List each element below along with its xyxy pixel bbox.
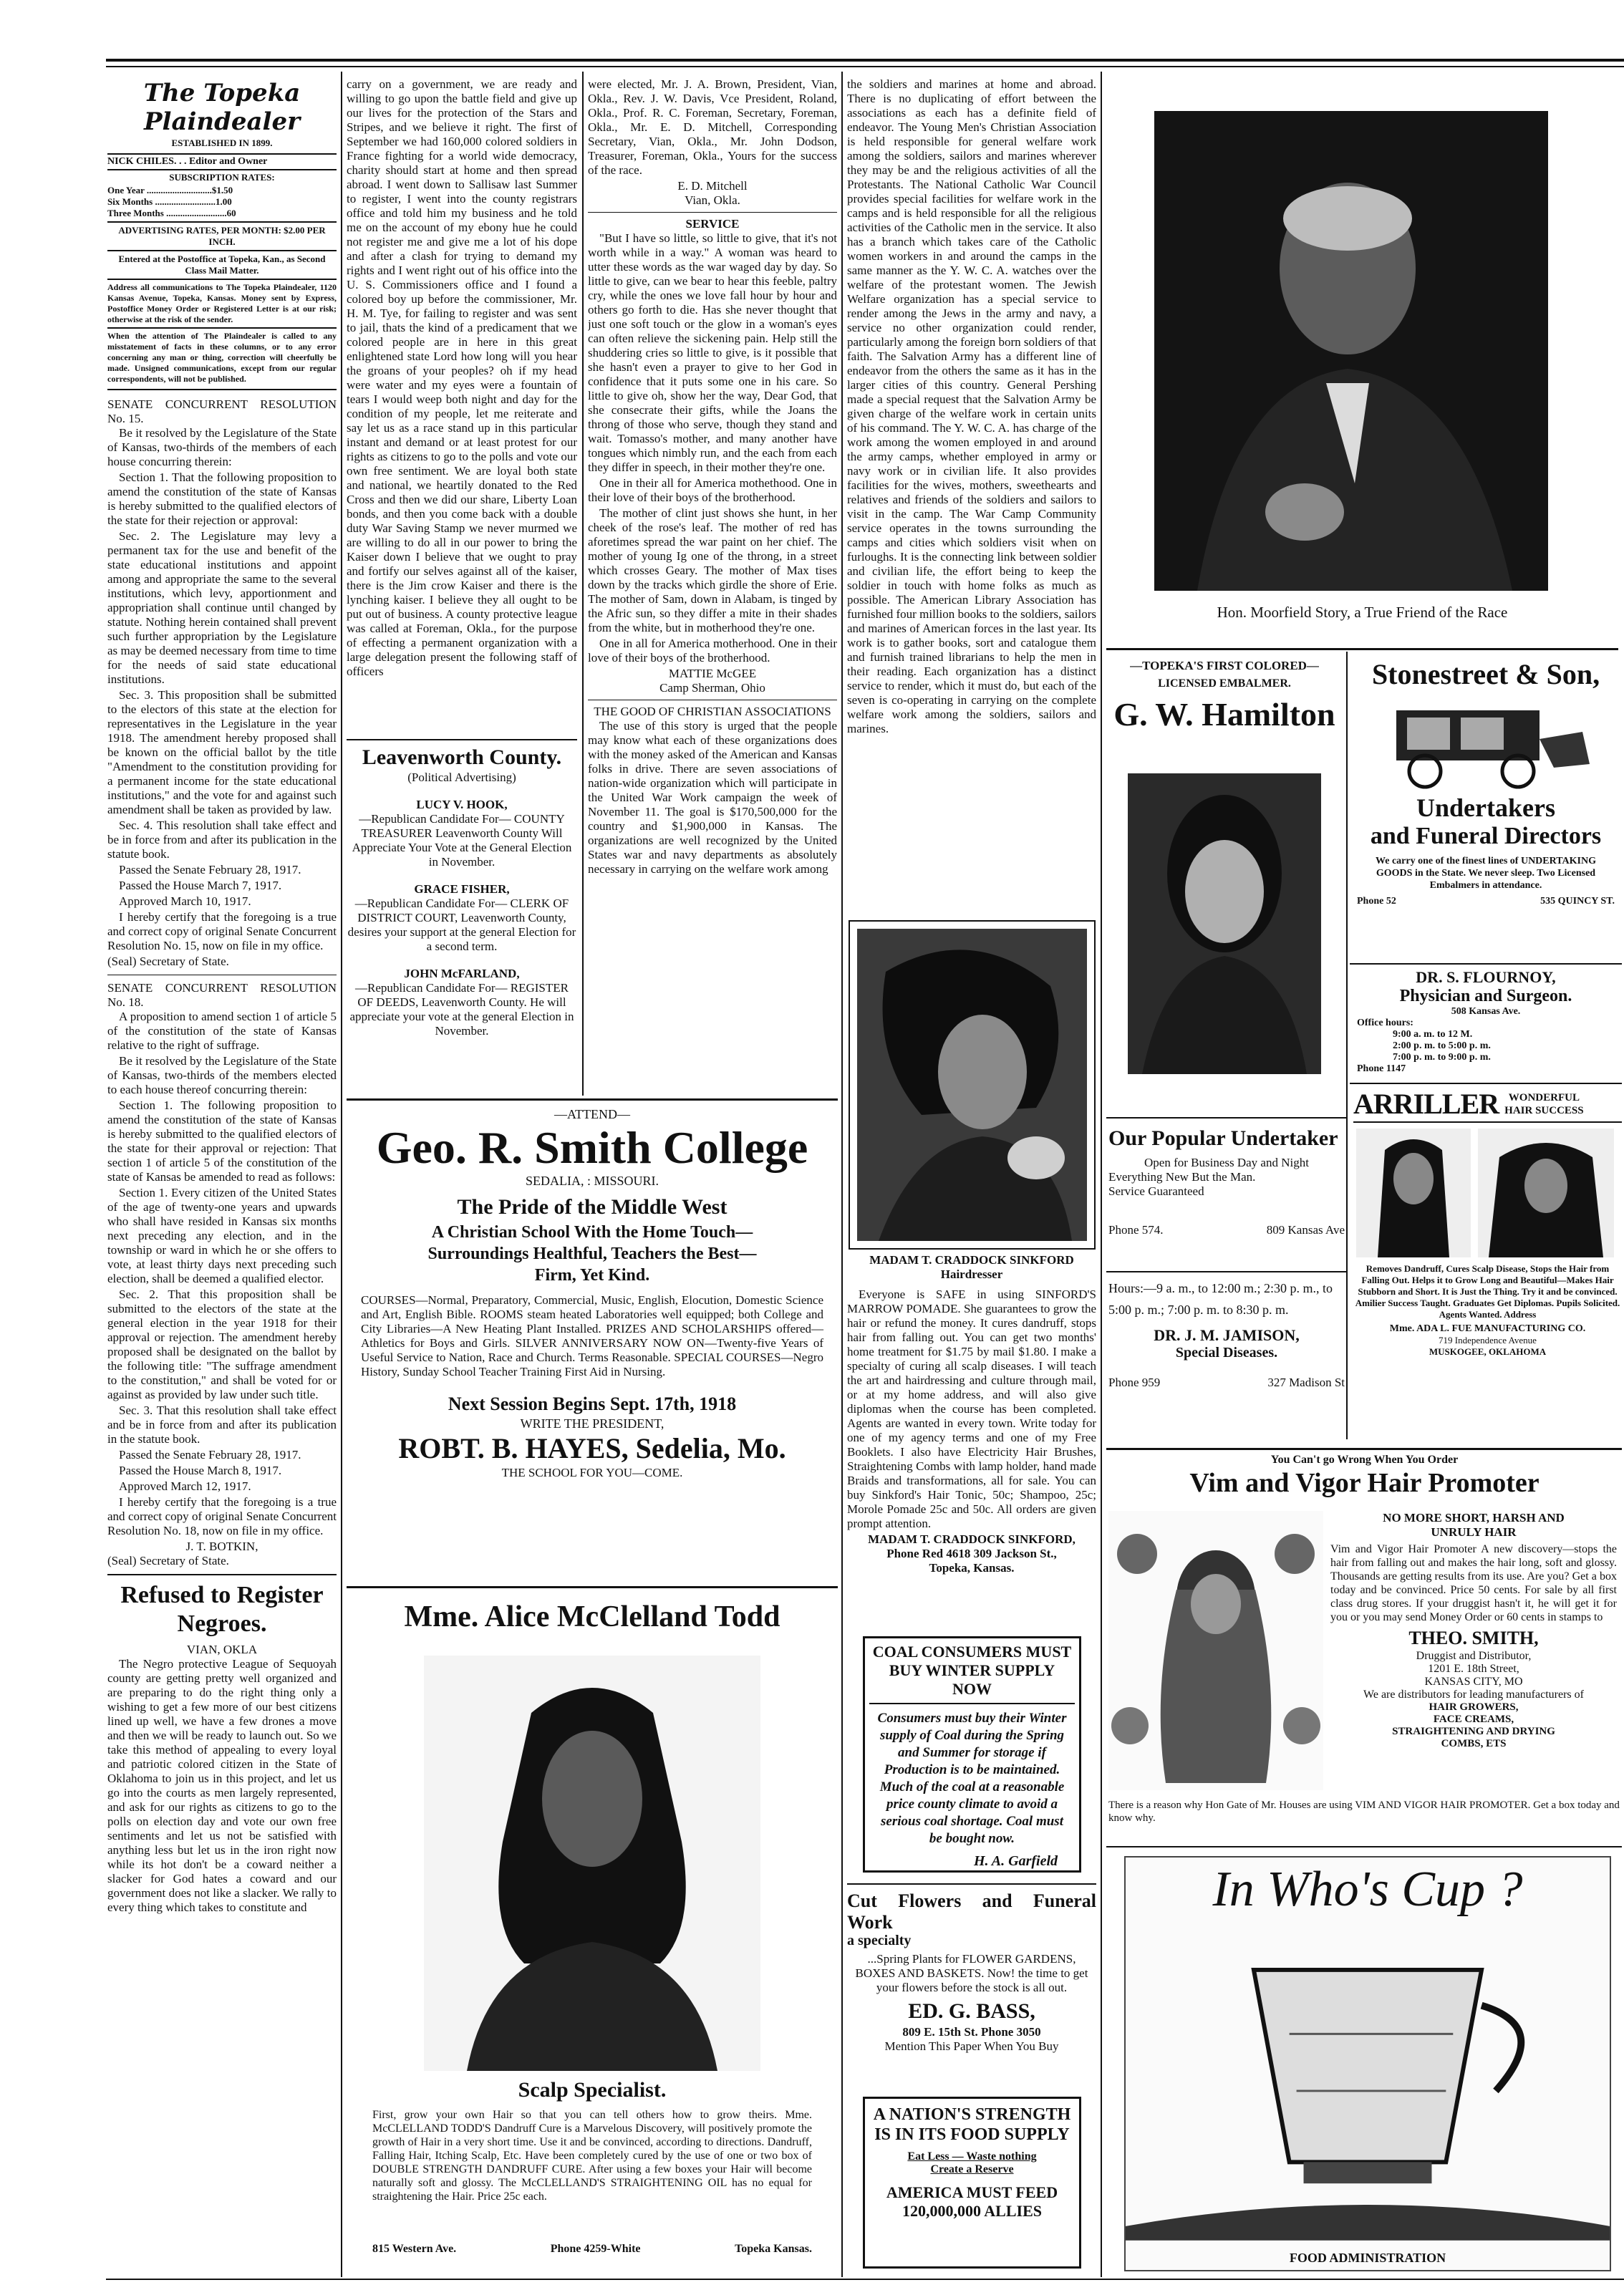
stonestreet-name: Stonestreet & Son, (1371, 658, 1600, 690)
flournoy-title: Physician and Surgeon. (1399, 987, 1572, 1005)
college-tagline: A Christian School With the Home Touch— (431, 1223, 753, 1242)
resolution-15-title: SENATE CONCURRENT RESOLUTION No. 15. (107, 397, 337, 425)
popular-title: Our Popular Undertaker (1108, 1126, 1338, 1150)
section-rule (847, 1883, 1096, 1885)
hearse-icon (1368, 696, 1604, 789)
arriller-photo-after (1478, 1129, 1614, 1257)
masthead-established: ESTABLISHED IN 1899. (171, 137, 273, 148)
subscription-rates-label: SUBSCRIPTION RATES: (169, 172, 275, 183)
office-hours-line: 9:00 a. m. to 12 M. (1393, 1029, 1473, 1040)
advertising-rates: ADVERTISING RATES, PER MONTH: $2.00 PER INCH. (118, 225, 326, 247)
column-rule-1 (341, 72, 342, 2277)
cartoon-illustration (1126, 1926, 1610, 2241)
todd-name: Mme. Alice McClelland Todd (404, 1600, 780, 1633)
arriller-photo-before (1356, 1129, 1471, 1257)
college-tagline: Surroundings Healthful, Teachers the Best— (427, 1245, 757, 1263)
refused-dateline: VIAN, OKLA (186, 1643, 258, 1656)
college-president: ROBT. B. HAYES, Sedelia, Mo. (398, 1432, 786, 1464)
article-continuation: were elected, Mr. J. A. Brown, President, Vian, Okla., Rev. J. W. Davis, Vce President, Roland, Okla., Prof. R. C. Foreman, Secretary, Foreman, Okla., Mr. E. D. Mitchell, Corresponding Secretary, Vian, Okla., Mr. John Dodson, Treasurer, Foreman, Okla., Yours for the success of the race. (588, 77, 837, 177)
resolution-18-para: Passed the Senate February 28, 1917. (119, 1448, 301, 1462)
address-note: Address all communications to The Topeka Plaindealer, 1120 Kansas Avenue, Topeka, Kansas. Money sent by Express, Postoffice Money Order or Registered Letter is at our risk; otherwise at the risk of the sender. (107, 282, 337, 324)
food-line: Create a Reserve (930, 2163, 1014, 2175)
candidate-name: GRACE FISHER, (414, 882, 510, 896)
rate-line: Six Months ..........................1.00 (107, 196, 232, 207)
sinkford-photo (857, 929, 1087, 1241)
resolution-18-para: Approved March 12, 1917. (119, 1479, 251, 1493)
resolution-15-para: Passed the House March 7, 1917. (119, 879, 282, 892)
hamilton-ad (1106, 659, 1343, 766)
stonestreet-title-2: and Funeral Directors (1370, 823, 1602, 849)
top-rule-thin (106, 66, 1624, 67)
todd-contact (372, 2243, 812, 2256)
resolution-15-signature: (Seal) Secretary of State. (107, 955, 229, 968)
vim-product: STRAIGHTENING AND DRYING (1392, 1726, 1555, 1737)
jamison-contact (1108, 1376, 1345, 1390)
resolution-18-para: A proposition to amend section 1 of article 5 of the constitution of the state of Kansas relative to the right of suffrage. (107, 1010, 337, 1052)
stonestreet-contact (1357, 896, 1615, 907)
section-rule (347, 1098, 838, 1101)
sinkford-city: Topeka, Kansas. (929, 1561, 1015, 1575)
masthead-title: The Topeka Plaindealer (143, 79, 301, 136)
jamison-name: DR. J. M. JAMISON, (1154, 1326, 1300, 1344)
flournoy-address: 508 Kansas Ave. (1451, 1006, 1521, 1017)
food-ad (863, 2097, 1081, 2269)
hamilton-name: G. W. Hamilton (1113, 696, 1335, 733)
column-1 (107, 79, 337, 2270)
todd-portrait-photo (424, 1656, 760, 2071)
resolution-18-para: I hereby certify that the foregoing is a true and correct copy of original Senate Concurrent Resolution No. 18, now on file in my office. (107, 1495, 337, 1537)
popular-phone: Phone 574. (1108, 1223, 1164, 1237)
popular-line: Everything New But the Man. (1108, 1170, 1256, 1184)
vim-product: FACE CREAMS, (1433, 1714, 1514, 1725)
signature: E. D. Mitchell (677, 179, 748, 193)
vim-footer: There is a reason why Hon Gate of Mr. Houses are using VIM AND VIGOR HAIR PROMOTER. Get a box today and know why. (1108, 1800, 1620, 1824)
story-caption: Hon. Moorfield Story, a True Friend of the Race (1217, 604, 1508, 621)
service-author-place: Camp Sherman, Ohio (659, 681, 765, 695)
candidate-text: —Republican Candidate For— COUNTY TREASURER Leavenworth County Will Appreciate Your Vote at the General Election in November. (352, 812, 572, 869)
flournoy-ad (1350, 968, 1622, 1097)
coal-title: COAL CONSUMERS MUST BUY WINTER SUPPLY NOW (872, 1643, 1072, 1698)
resolution-15-para: Sec. 4. This resolution shall take effect and be in force from and after its publication in the statute book. (107, 818, 337, 861)
section-rule (1350, 1083, 1622, 1084)
jamison-hours: Hours:—9 a. m., to 12:00 m.; 2:30 p. m., to 5:00 p. m.; 7:00 p. m. to 8:30 p. m. (1108, 1281, 1333, 1317)
bass-address: 809 E. 15th St. Phone 3050 (902, 2025, 1041, 2039)
column-4 (847, 77, 1096, 915)
todd-address: 815 Western Ave. (372, 2243, 457, 2255)
resolution-18-para: Sec. 3. That this resolution shall take effect and be in force from and after its publication in the statute book. (107, 1404, 337, 1446)
leavenworth-subtitle: (Political Advertising) (407, 770, 516, 784)
arriller-sub: WONDERFUL (1508, 1092, 1580, 1103)
vim-right (1330, 1511, 1617, 1750)
resolution-18-para: Passed the House March 8, 1917. (119, 1464, 282, 1477)
todd-body: First, grow your own Hair so that you can tell others how to grow theirs. Mme. McCLELLAND TODD'S Dandruff Cure is a Marvelous Discovery, will positively promote the growth of Hair in a very short time. Use it and be convinced, according to directions. Dandruff, Falling Hair, Itching Scalp, Etc. Have been completely cured by the use of one or two box of DOUBLE STRENGTH DANDRUFF CURE. After using a few boxes your Hair will become naturally soft and glossy. The McCLELLAND'S STRAIGHTENING OIL has no equal for straightening the Hair. Price 25c each. (372, 2109, 812, 2203)
arriller-company: Mme. ADA L. FUE MANUFACTURING CO. (1389, 1323, 1586, 1334)
article-continuation: the soldiers and marines at home and abroad. There is no duplicating of effort between the associations as each has a definite field of endeavor. The Young Men's Christian Association is held responsible for general welfare work among the soldiers, sailors and marines wherever they may be and the religious activities of all the Protestants. The National Catholic War Council provides special facilities for welfare work in the camps and is held responsible for all the religious activities of the Catholic men in the service. It also has a branch which takes care of the Catholic women workers in and around the camps in the same manner as the Y. W. C. A. watches over the welfare of the protestant women. The Jewish Welfare organization has a special service to render among the Jews in the army and navy, a service no other organization could render, particularly among the foreign born soldiers of that faith. The Salvation Army has a different line of endeavor from the others the same as it has in the larger cities of this country. General Pershing made a special request that the Salvation Army be given charge of the welfare work in certain units of his command. The Y. W. C. A. has charge of the work among the women employed in and around the army camps, whether employed in army or navy work or in civilian life. It also provides facilities for the wives, mothers, sweethearts and relatives and friends of the soldiers and sailors to visit in the camp. The War Camp Community service operates in the towns surrounding the camps and cities which soldiers visit when on furloughs. It is the connecting link between soldier and civilian life, the effort being to keep the soldier in touch with home folks as much as possible. The American Library Association has furnished four million books to the soldiers, sailors and marines of American forces in the last year. Its work is to gather books, sort and catalogue them and furnish trained librarians to help the men in their reading. Each organization has a distinct service to render, which it must do, but each of the seven is co-operating in carrying on the complete welfare work among the soldiers, sailors and marines. (847, 77, 1096, 735)
candidate-name: LUCY V. HOOK, (416, 798, 508, 811)
vim-vigor-ad (1108, 1454, 1620, 1840)
bass-title: Cut Flowers and Funeral Work (847, 1890, 1096, 1933)
refused-body: The Negro protective League of Sequoyah county are getting pretty well organized and are preparing to do the right thing only a wishing to get a few more of our best citizens lined up well, we have a few drones a move and then we will be ready to launch out. So we take this method of appealing to every loyal and patriotic colored citizen in the State of Oklahoma to join us in this project, and let us go into the courts as men largely represented, and ask for our rights as citizens to go to the polls on election day and vote our own free sentiments and let us not be satisfied with anything less but let us in the iron right now while its hot don't be a coward neither a slacker for God hates a coward and our government does not like a slacker. We rally to every thing which takes to constitute and (107, 1657, 337, 1914)
section-rule (347, 1586, 838, 1588)
good-title: THE GOOD OF CHRISTIAN ASSOCIATIONS (594, 705, 831, 718)
arriller-address: 719 Independence Avenue (1439, 1335, 1537, 1346)
sinkford-address: MADAM T. CRADDOCK SINKFORD, (868, 1532, 1076, 1546)
food-line: 120,000,000 ALLIES (902, 2202, 1042, 2220)
vim-title: Vim and Vigor Hair Promoter (1189, 1468, 1540, 1498)
cartoon-ad (1124, 1856, 1611, 2271)
bass-subtitle: a specialty (847, 1933, 912, 1948)
vim-product: COMBS, ETS (1441, 1738, 1507, 1749)
resolution-18-para: Section 1. Every citizen of the United States of the age of twenty-one years and upwards who shall have resided in Kansas six months next preceding any election, and in the township or ward in which he or she offers to vote, at least thirty days next preceding such election, shall be deemed a qualified elector. (107, 1186, 337, 1285)
college-session: Next Session Begins Sept. 17th, 1918 (448, 1393, 737, 1414)
college-ad (347, 1107, 838, 1580)
resolution-18-signature: (Seal) Secretary of State. (107, 1554, 229, 1567)
rate-line: Three Months ..........................60 (107, 208, 236, 218)
service-title: SERVICE (685, 217, 740, 231)
bass-mention: Mention This Paper When You Buy (884, 2039, 1059, 2053)
hamilton-photo (1128, 773, 1321, 1074)
hamilton-sub: LICENSED EMBALMER. (1158, 677, 1291, 690)
good-body: The use of this story is urged that the people may know what each of these organizations does with the money asked of the American and Kansas folks in drive. There are seven associations of nation-wide organization which will participate in the United War Work campaign the week of November 11. The goal is $170,500,000 for the country and $1,900,000 in Kansas. The organizations are well recognized by the United States war and navy departments as absolutely necessary in carrying on the welfare work among (588, 719, 837, 876)
vim-distributors-note: We are distributors for leading manufacturers of (1363, 1689, 1584, 1701)
resolution-15-para: Sec. 2. The Legislature may levy a permanent tax for the use and benefit of the state educational institutions and appoint among and appropriate the same to the several institutions, which levy, apportionment and appropriation shall continue until changed by statute. Nothing herein contained shall prevent such further appropriation by the Legislature as may be deemed necessary from time to time for the needs of said state educational institutions. (107, 529, 337, 686)
refused-headline: Refused to Register Negroes. (120, 1582, 324, 1637)
arriller-sub: HAIR SUCCESS (1504, 1105, 1584, 1116)
vim-sub: UNRULY HAIR (1431, 1525, 1517, 1539)
arriller-title: ARRILLER (1353, 1088, 1499, 1120)
hearse-illustration (1364, 696, 1608, 789)
arriller-photos (1356, 1129, 1619, 1257)
resolution-15-para: Be it resolved by the Legislature of the State of Kansas, two-thirds of the members of each house concurring therein: (107, 426, 337, 468)
signature-place: Vian, Okla. (685, 193, 740, 207)
coal-signature: H. A. Garfield (973, 1853, 1058, 1869)
service-para: One in their all for America mothethood. One in their love of their boys of the brotherhood. (588, 476, 837, 504)
story-portrait-photo (1154, 111, 1548, 591)
college-body: COURSES—Normal, Preparatory, Commercial, Music, English, Elocution, Domestic Science and Art, English Bible. ROOMS steam heated Laboratories well equipped; both College and City Libraries—A New Heating Plant Installed. PRIZES AND SCHOLARSHIPS offered—Athletics for Boys and Girls. SILVER ANNIVERSARY NOW ON—Twenty-five Years of Useful Service to Nation, Race and Church. Terms Reasonable. SPECIAL COURSES—Negro History, Sunday School Teacher Training First Aid in Nursing. (361, 1293, 823, 1378)
college-motto: THE SCHOOL FOR YOU—COME. (501, 1466, 683, 1479)
sinkford-photo-frame (849, 920, 1096, 1250)
college-attend: —ATTEND— (554, 1107, 630, 1121)
jamison-ad (1108, 1277, 1345, 1435)
college-pride: The Pride of the Middle West (457, 1195, 728, 1219)
column-rule-inner (1346, 652, 1348, 1439)
column-rule-2 (582, 72, 584, 1096)
flournoy-name: DR. S. FLOURNOY, (1416, 968, 1556, 986)
candidate-text: —Republican Candidate For— REGISTER OF DEEDS, Leavenworth County. He will appreciate your vote at the general Election in November. (349, 981, 574, 1038)
section-rule (347, 739, 577, 740)
arriller-city: MUSKOGEE, OKLAHOMA (1429, 1346, 1547, 1357)
sinkford-caption: MADAM T. CRADDOCK SINKFORD Hairdresser (869, 1253, 1074, 1281)
resolution-18-para: Be it resolved by the Legislature of the State of Kansas, two-thirds of the members elected to each house thereof concurring therein: (107, 1054, 337, 1096)
popular-line: Service Guaranteed (1108, 1184, 1204, 1198)
popular-address: 809 Kansas Ave (1266, 1223, 1345, 1237)
rate-line: One Year ............................$1.50 (107, 185, 233, 195)
vim-product: HAIR GROWERS, (1429, 1701, 1519, 1713)
todd-specialist: Scalp Specialist. (518, 2078, 667, 2102)
jamison-title: Special Diseases. (1175, 1345, 1278, 1361)
jamison-phone: Phone 959 (1108, 1376, 1161, 1389)
cartoon-footer: FOOD ADMINISTRATION (1289, 2251, 1446, 2265)
popular-undertaker-ad (1108, 1126, 1345, 1269)
coal-ad (863, 1636, 1081, 1873)
resolution-15-para: Sec. 3. This proposition shall be submitted to the electors of this state at the election for representatives in the Legislature in the year 1918. The amendment hereby proposed shall be known on the official ballot by the title "Amendment to the constitution providing for a permanent income for the state educational institutions," and the vote for and against such amendment shall be taken as provided by law. (107, 688, 337, 816)
vim-distributor-role: Druggist and Distributor, (1416, 1650, 1532, 1662)
candidate-text: —Republican Candidate For— CLERK OF DISTRICT COURT, Leavenworth County, desires your support at the general Election for a second term. (347, 897, 576, 953)
arriller-ad (1353, 1087, 1622, 1431)
section-rule (1106, 648, 1618, 650)
column-rule-4 (1101, 72, 1102, 2277)
office-hours-line: 7:00 p. m. to 9:00 p. m. (1393, 1052, 1491, 1063)
flournoy-phone: Phone 1147 (1357, 1063, 1406, 1074)
section-rule (1350, 963, 1622, 965)
resolution-18-signer: J. T. BOTKIN, (185, 1540, 258, 1553)
office-hours-label: Office hours: (1357, 1018, 1413, 1028)
college-name: Geo. R. Smith College (376, 1122, 808, 1173)
bass-name: ED. G. BASS, (908, 1999, 1035, 2023)
marrow-body: Everyone is SAFE in using SINFORD'S MARROW POMADE. She guarantees to grow the hair or refund the money. It cures dandruff, stops hair from falling out. You can get two months' home treatment for $1.75 by mail $1.80. I make a specialty of curing all scalp diseases. I will teach the art and hairdressing and culture through mail, or at my home address, and will also give diplomas when the course has been completed. Agents are wanted in every town. Write today for one of my agency terms and one of my Free Booklets. I also have Electricity Hair Brushes, Straightening Combs with lamp holder, hand made Braids and transformations, all for sale. You can buy Sinkford's Hair Tonic, 50c; Shampoo, 25c; Morole Pomade 25c and 50c. All orders are given prompt attention. (847, 1288, 1096, 1530)
popular-contact (1108, 1223, 1345, 1237)
resolution-18-para: Sec. 2. That this proposition shall be submitted to the electors of the state at the general election in the year 1918 for their approval or rejection. The amendment hereby proposed shall be designated on the ballot by the following title: "The suffrage amendment to the constitution," and shall be voted for or against as provided by law under such title. (107, 1288, 337, 1401)
section-rule (1106, 1846, 1622, 1847)
college-tagline: Firm, Yet Kind. (534, 1266, 650, 1285)
popular-line: Open for Business Day and Night (1144, 1156, 1309, 1169)
bottom-rule (106, 2279, 1624, 2280)
stonestreet-address: 535 QUINCY ST. (1540, 896, 1615, 907)
food-line: Eat Less — Waste nothing (907, 2150, 1037, 2163)
vim-distributor-name: THEO. SMITH, (1408, 1628, 1539, 1648)
service-author: MATTIE McGEE (668, 667, 757, 680)
section-rule (1106, 1117, 1346, 1119)
food-title: A NATION'S STRENGTH IS IN ITS FOOD SUPPLY (873, 2105, 1071, 2144)
entered-notice: Entered at the Postoffice at Topeka, Kan., as Second Class Mail Matter. (118, 253, 326, 276)
vim-distributor-city: KANSAS CITY, MO (1424, 1676, 1523, 1688)
service-para: The mother of clint just shows she hunt, in her cheek of the rose's leaf. The mother of red has aforetimes spread the war paint on her chief. The mother of young Ig one of the throng, in a street which crosses Geary. The mother of Max tises down by the tracks which girdle the shore of Erie. The mother of Sam, down in Alabam, is tinged by the Afric sun, so they differ a mite in their shades from the white, but in motherhood they're one. (588, 506, 837, 634)
college-place: SEDALIA, : MISSOURI. (525, 1174, 659, 1188)
column-3 (588, 77, 837, 1094)
vim-sub: NO MORE SHORT, HARSH AND (1383, 1511, 1565, 1525)
todd-ad (347, 1591, 838, 2279)
food-line: AMERICA MUST FEED (886, 2183, 1058, 2201)
todd-phone: Phone 4259-White (550, 2243, 641, 2255)
resolution-18-title: SENATE CONCURRENT RESOLUTION No. 18. (107, 981, 337, 1009)
section-rule (1106, 1271, 1346, 1272)
column-2 (347, 77, 577, 736)
top-rule (106, 59, 1624, 62)
leavenworth-ad (347, 745, 577, 1088)
resolution-15-para: I hereby certify that the foregoing is a true and correct copy of original Senate Concurrent Resolution No. 15, now on file in my office. (107, 910, 337, 952)
service-para: "But I have so little, so little to give, that it's not worth while in a way." A woman was heard to utter these words as the war waged day by day. So little to give, can we bear to hear this feeble, paltry cry, while the ones we love fall hour by hour and others go forth to die. Has she never thought that just one soft touch or the glow in a woman's eyes can often relieve the sickening pain. Help still the shuddering cries so little to give, is it possible that she hasn't even a prayer to give to her God in confidence that it puts some one in his care. So little to give oh, show her the way, Dear God, that she consecrate their gifts, while the Joans the throng of those who serve, though they stand and wait. Tomasso's mother, and many another have tongues which nimbly run, and the each from each they differ in speech, in their mother they're one. (588, 231, 837, 474)
college-write: WRITE THE PRESIDENT, (520, 1416, 664, 1431)
candidate-name: JOHN McFARLAND, (404, 967, 520, 980)
sinkford-ad (847, 1253, 1096, 1625)
vim-body: Vim and Vigor Hair Promoter A new discovery—stops the hair from falling out and makes the hair long, soft and glossy. Thousands are getting results from its use. Are you? Get a box today and be convinced. Price 50 cents. For sale by all first class drug stores. If your druggist hasn't it, he will get it for you or you may send Money Order or 60 cents in stamps to (1330, 1543, 1617, 1623)
stonestreet-title-1: Undertakers (1416, 793, 1555, 822)
resolution-18-para: Section 1. The following proposition to amend the constitution of the state of Kansas is hereby submitted to the qualified electors of the state for their approval or rejection: That section 1 of article 5 of the constitution of the state of Kansas be amended to read as follows: (107, 1098, 337, 1184)
column-rule-3 (841, 72, 843, 2277)
stonestreet-ad (1350, 657, 1622, 958)
article-continuation: carry on a government, we are ready and willing to go upon the battle field and give up our lives for the protection of the Stars and Stripes, and we believe it right. The first of September we had 160,000 colored soldiers in France fighting for a world wide democracy, charity should start at home and then spread abroad. I went down to Sallisaw last Summer to register, I went into the county registrars office and told him my business and he told me on the account of my ebony hue he could not register me and give me a lot of his dope and after a clash for trying to demand my rights and I went right out of his office into the U. S. Commissioners office and I found a colored boy up before the commissioner, Mr. H. M. Tye, for failing to register and was sent to jail, thats the kind of a predicament that we colored people are in here in this great enlightened state Lord how long will you hear the groans of your peoples? oh if my head were water and my eyes were a fountain of tears I would weep both night and day for the condition of my people, let me reiterate and say let us as a race stand up in this particular instant and demand or at least protest for our rights as citizens to go to the polls and vote our own free sentiment. We are loyal both state and national, we heartily donated to the Red Cross and then we did our share, Liberty Loan bonds, and then you come back with a double duty War Saving Stamp we never murmed we are willing to do all in our power to bring the Kaiser down I believe that we ought to pray and fortify our selves against all of the kaiser, there is the Jim crow Kaiser and there is the lynching kaiser. I believe they all ought to be put out of business. A county protective league was called at Foreman, Okla., for the purpose of effecting a permanent organization with a large delegation present the following staff of officers (347, 77, 577, 678)
vim-top: You Can't go Wrong When You Order (1270, 1454, 1459, 1466)
coal-body: Consumers must buy their Winter supply of Coal during the Spring and Summer for storage if Production is to be maintained. Much of the coal at a reasonable price county climate to avoid a serious coal shortage. Coal must be bought now. (877, 1711, 1067, 1846)
stonestreet-phone: Phone 52 (1357, 896, 1396, 907)
jamison-address: 327 Madison St (1267, 1376, 1345, 1389)
attention-note: When the attention of The Plaindealer is called to any misstatement of facts in these columns, or to any error concerning any man or thing, correction will cheerfully be made. Unsigned communications, except from our regular correspondents, will not be published. (107, 331, 337, 384)
service-para: One in all for America motherhood. One in their love of their boys of the brotherhood. (588, 637, 837, 665)
cartoon-title: In Who's Cup ? (1212, 1862, 1523, 1917)
section-rule (1106, 1448, 1622, 1450)
resolution-15-para: Passed the Senate February 28, 1917. (119, 863, 301, 876)
office-hours-line: 2:00 p. m. to 5:00 p. m. (1393, 1040, 1491, 1051)
bass-body: ...Spring Plants for FLOWER GARDENS, BOXES AND BASKETS. Now! the time to get your flowers before the stock is all out. (855, 1952, 1088, 1994)
bass-ad (847, 1890, 1096, 2105)
sinkford-phone: Phone Red 4618 309 Jackson St., (886, 1547, 1057, 1560)
arriller-body: Removes Dandruff, Cures Scalp Disease, Stops the Hair from Falling Out. Helps it to Grow Long and Beautiful—Makes Hair Stubborn and Short. It is Just the Thing. Try it and be convinced. Amilier Success Taught. Graduates Get Diplomas. Pupils Solicited. Agents Wanted. Address (1355, 1263, 1620, 1320)
leavenworth-title: Leavenworth County. (362, 745, 562, 769)
resolution-15-para: Approved March 10, 1917. (119, 894, 251, 908)
todd-city: Topeka Kansas. (735, 2243, 812, 2255)
stonestreet-body: We carry one of the finest lines of UNDERTAKING GOODS in the State. We never sleep. Two Licensed Embalmers in attendance. (1376, 856, 1596, 891)
resolution-15-para: Section 1. That the following proposition to amend the constitution of the state of Kansas is hereby submitted to the qualified electors of the state for their rejection or approval: (107, 470, 337, 527)
vim-distributor-address: 1201 E. 18th Street, (1428, 1663, 1519, 1675)
masthead-editor: NICK CHILES. . . Editor and Owner (107, 156, 268, 167)
hamilton-top: —TOPEKA'S FIRST COLORED— (1130, 659, 1319, 672)
vim-illustration (1108, 1511, 1323, 1790)
